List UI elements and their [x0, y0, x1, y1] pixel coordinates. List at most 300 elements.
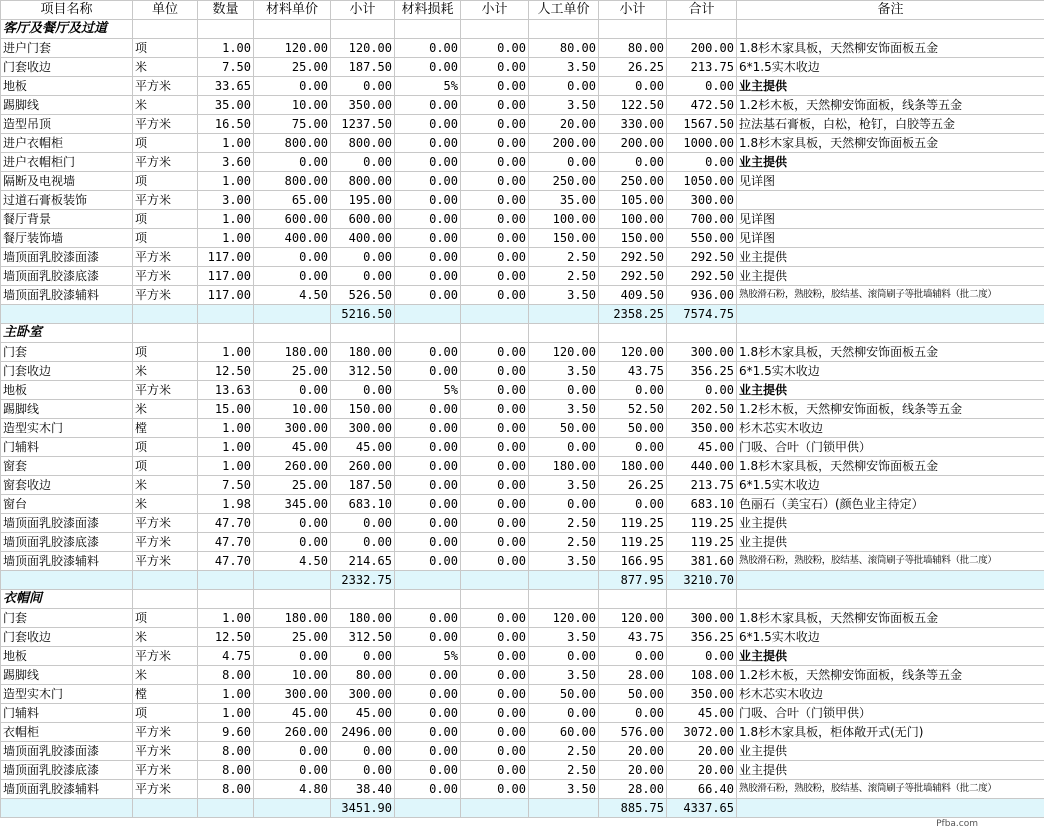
total-cell[interactable]: 1000.00: [667, 134, 737, 153]
item-name-cell[interactable]: 墙顶面乳胶漆面漆: [1, 514, 133, 533]
loss-sub-cell[interactable]: 0.00: [461, 514, 529, 533]
empty-cell[interactable]: [737, 590, 1044, 609]
labor-sub-cell[interactable]: 100.00: [599, 210, 667, 229]
labor-sub-cell[interactable]: 119.25: [599, 514, 667, 533]
loss-cell[interactable]: 0.00: [395, 609, 461, 628]
empty-cell[interactable]: [254, 20, 331, 39]
item-name-cell[interactable]: 餐厅背景: [1, 210, 133, 229]
labor-sub-cell[interactable]: 576.00: [599, 723, 667, 742]
mat-price-cell[interactable]: 260.00: [254, 457, 331, 476]
unit-cell[interactable]: 项: [133, 39, 198, 58]
unit-cell[interactable]: 项: [133, 438, 198, 457]
col-header[interactable]: 材料损耗: [395, 1, 461, 20]
qty-cell[interactable]: 47.70: [198, 514, 254, 533]
labor-sub-cell[interactable]: 180.00: [599, 457, 667, 476]
unit-cell[interactable]: 米: [133, 96, 198, 115]
qty-cell[interactable]: 1.00: [198, 343, 254, 362]
total-cell[interactable]: 350.00: [667, 685, 737, 704]
empty-cell[interactable]: [198, 799, 254, 818]
mat-sub-cell[interactable]: 45.00: [331, 704, 395, 723]
empty-cell[interactable]: [254, 305, 331, 324]
empty-cell[interactable]: [254, 571, 331, 590]
note-cell[interactable]: 杉木芯实木收边: [737, 685, 1044, 704]
total-cell[interactable]: 202.50: [667, 400, 737, 419]
labor-price-cell[interactable]: 3.50: [529, 400, 599, 419]
total-cell[interactable]: 45.00: [667, 438, 737, 457]
total-cell[interactable]: 1567.50: [667, 115, 737, 134]
mat-price-cell[interactable]: 120.00: [254, 39, 331, 58]
item-name-cell[interactable]: 餐厅装饰墙: [1, 229, 133, 248]
note-cell[interactable]: 1.8杉木家具板，天然柳安饰面板五金: [737, 39, 1044, 58]
loss-cell[interactable]: 0.00: [395, 267, 461, 286]
unit-cell[interactable]: 项: [133, 609, 198, 628]
mat-sub-cell[interactable]: 0.00: [331, 742, 395, 761]
total-cell[interactable]: 3072.00: [667, 723, 737, 742]
labor-sub-cell[interactable]: 0.00: [599, 495, 667, 514]
labor-price-cell[interactable]: 3.50: [529, 476, 599, 495]
empty-cell[interactable]: [1, 799, 133, 818]
note-cell[interactable]: 业主提供: [737, 647, 1044, 666]
total-cell[interactable]: 300.00: [667, 609, 737, 628]
mat-price-cell[interactable]: 0.00: [254, 267, 331, 286]
unit-cell[interactable]: 项: [133, 134, 198, 153]
unit-cell[interactable]: 平方米: [133, 191, 198, 210]
col-header[interactable]: 小计: [461, 1, 529, 20]
labor-price-cell[interactable]: 2.50: [529, 533, 599, 552]
col-header[interactable]: 合计: [667, 1, 737, 20]
empty-cell[interactable]: [667, 590, 737, 609]
mat-sub-cell[interactable]: 2496.00: [331, 723, 395, 742]
note-cell[interactable]: 门吸、合叶（门锁甲供）: [737, 438, 1044, 457]
qty-cell[interactable]: 1.00: [198, 172, 254, 191]
unit-cell[interactable]: 项: [133, 704, 198, 723]
note-cell[interactable]: 1.8杉木家具板，天然柳安饰面板五金: [737, 457, 1044, 476]
empty-cell[interactable]: [133, 305, 198, 324]
labor-price-cell[interactable]: 60.00: [529, 723, 599, 742]
empty-cell[interactable]: [198, 324, 254, 343]
labor-sub-cell[interactable]: 26.25: [599, 58, 667, 77]
mat-price-cell[interactable]: 25.00: [254, 362, 331, 381]
total-cell[interactable]: 356.25: [667, 628, 737, 647]
labor-price-cell[interactable]: 0.00: [529, 77, 599, 96]
total-cell[interactable]: 66.40: [667, 780, 737, 799]
qty-cell[interactable]: 3.60: [198, 153, 254, 172]
item-name-cell[interactable]: 过道石膏板装饰: [1, 191, 133, 210]
unit-cell[interactable]: 项: [133, 172, 198, 191]
loss-cell[interactable]: 0.00: [395, 229, 461, 248]
loss-cell[interactable]: 0.00: [395, 552, 461, 571]
col-header[interactable]: 小计: [331, 1, 395, 20]
loss-sub-cell[interactable]: 0.00: [461, 761, 529, 780]
mat-price-cell[interactable]: 345.00: [254, 495, 331, 514]
loss-sub-cell[interactable]: 0.00: [461, 210, 529, 229]
mat-price-cell[interactable]: 300.00: [254, 685, 331, 704]
loss-cell[interactable]: 0.00: [395, 115, 461, 134]
unit-cell[interactable]: 平方米: [133, 780, 198, 799]
qty-cell[interactable]: 1.00: [198, 457, 254, 476]
mat-price-cell[interactable]: 0.00: [254, 514, 331, 533]
unit-cell[interactable]: 平方米: [133, 115, 198, 134]
empty-cell[interactable]: [599, 590, 667, 609]
mat-sub-cell[interactable]: 80.00: [331, 666, 395, 685]
labor-sub-cell[interactable]: 43.75: [599, 628, 667, 647]
item-name-cell[interactable]: 造型吊顶: [1, 115, 133, 134]
unit-cell[interactable]: 平方米: [133, 381, 198, 400]
item-name-cell[interactable]: 地板: [1, 381, 133, 400]
empty-cell[interactable]: [461, 20, 529, 39]
subtotal-labor-cell[interactable]: 885.75: [599, 799, 667, 818]
loss-sub-cell[interactable]: 0.00: [461, 438, 529, 457]
loss-sub-cell[interactable]: 0.00: [461, 343, 529, 362]
labor-price-cell[interactable]: 2.50: [529, 267, 599, 286]
loss-cell[interactable]: 0.00: [395, 153, 461, 172]
subtotal-labor-cell[interactable]: 877.95: [599, 571, 667, 590]
mat-sub-cell[interactable]: 683.10: [331, 495, 395, 514]
item-name-cell[interactable]: 门套收边: [1, 362, 133, 381]
empty-cell[interactable]: [737, 305, 1044, 324]
mat-price-cell[interactable]: 0.00: [254, 647, 331, 666]
qty-cell[interactable]: 1.00: [198, 438, 254, 457]
total-cell[interactable]: 20.00: [667, 761, 737, 780]
labor-price-cell[interactable]: 0.00: [529, 704, 599, 723]
loss-sub-cell[interactable]: 0.00: [461, 628, 529, 647]
col-header[interactable]: 小计: [599, 1, 667, 20]
mat-sub-cell[interactable]: 0.00: [331, 153, 395, 172]
loss-cell[interactable]: 0.00: [395, 495, 461, 514]
mat-price-cell[interactable]: 180.00: [254, 343, 331, 362]
unit-cell[interactable]: 米: [133, 58, 198, 77]
mat-sub-cell[interactable]: 38.40: [331, 780, 395, 799]
loss-cell[interactable]: 0.00: [395, 514, 461, 533]
empty-cell[interactable]: [198, 20, 254, 39]
mat-sub-cell[interactable]: 800.00: [331, 134, 395, 153]
mat-sub-cell[interactable]: 195.00: [331, 191, 395, 210]
total-cell[interactable]: 550.00: [667, 229, 737, 248]
note-cell[interactable]: 见详图: [737, 229, 1044, 248]
loss-sub-cell[interactable]: 0.00: [461, 267, 529, 286]
empty-cell[interactable]: [737, 324, 1044, 343]
note-cell[interactable]: 杉木芯实木收边: [737, 419, 1044, 438]
mat-sub-cell[interactable]: 300.00: [331, 685, 395, 704]
item-name-cell[interactable]: 墙顶面乳胶漆面漆: [1, 248, 133, 267]
labor-price-cell[interactable]: 20.00: [529, 115, 599, 134]
subtotal-material-cell[interactable]: 5216.50: [331, 305, 395, 324]
total-cell[interactable]: 440.00: [667, 457, 737, 476]
qty-cell[interactable]: 9.60: [198, 723, 254, 742]
mat-price-cell[interactable]: 25.00: [254, 476, 331, 495]
qty-cell[interactable]: 117.00: [198, 286, 254, 305]
loss-cell[interactable]: 0.00: [395, 134, 461, 153]
labor-sub-cell[interactable]: 80.00: [599, 39, 667, 58]
note-cell[interactable]: 1.8杉木家具板，天然柳安饰面板五金: [737, 134, 1044, 153]
col-header[interactable]: 数量: [198, 1, 254, 20]
mat-sub-cell[interactable]: 260.00: [331, 457, 395, 476]
mat-price-cell[interactable]: 45.00: [254, 438, 331, 457]
empty-cell[interactable]: [1, 305, 133, 324]
loss-sub-cell[interactable]: 0.00: [461, 476, 529, 495]
empty-cell[interactable]: [461, 305, 529, 324]
unit-cell[interactable]: 平方米: [133, 514, 198, 533]
note-cell[interactable]: 1.2杉木板，天然柳安饰面板，线条等五金: [737, 400, 1044, 419]
loss-cell[interactable]: 0.00: [395, 704, 461, 723]
qty-cell[interactable]: 47.70: [198, 552, 254, 571]
unit-cell[interactable]: 米: [133, 362, 198, 381]
item-name-cell[interactable]: 进户衣帽柜: [1, 134, 133, 153]
mat-price-cell[interactable]: 0.00: [254, 761, 331, 780]
note-cell[interactable]: 熟胶滑石粉，熟胶粉，胶结基、滚筒刷子等批墙辅料（批二度）: [737, 286, 1044, 305]
qty-cell[interactable]: 12.50: [198, 628, 254, 647]
item-name-cell[interactable]: 门套收边: [1, 628, 133, 647]
empty-cell[interactable]: [461, 590, 529, 609]
empty-cell[interactable]: [529, 20, 599, 39]
item-name-cell[interactable]: 造型实木门: [1, 419, 133, 438]
empty-cell[interactable]: [331, 20, 395, 39]
mat-sub-cell[interactable]: 214.65: [331, 552, 395, 571]
mat-price-cell[interactable]: 180.00: [254, 609, 331, 628]
col-header[interactable]: 备注: [737, 1, 1044, 20]
unit-cell[interactable]: 平方米: [133, 761, 198, 780]
loss-sub-cell[interactable]: 0.00: [461, 609, 529, 628]
labor-price-cell[interactable]: 35.00: [529, 191, 599, 210]
empty-cell[interactable]: [667, 324, 737, 343]
unit-cell[interactable]: 平方米: [133, 153, 198, 172]
item-name-cell[interactable]: 地板: [1, 77, 133, 96]
mat-sub-cell[interactable]: 187.50: [331, 58, 395, 77]
qty-cell[interactable]: 33.65: [198, 77, 254, 96]
total-cell[interactable]: 0.00: [667, 153, 737, 172]
item-name-cell[interactable]: 进户衣帽柜门: [1, 153, 133, 172]
item-name-cell[interactable]: 踢脚线: [1, 400, 133, 419]
empty-cell[interactable]: [254, 799, 331, 818]
subtotal-labor-cell[interactable]: 2358.25: [599, 305, 667, 324]
mat-price-cell[interactable]: 0.00: [254, 742, 331, 761]
item-name-cell[interactable]: 造型实木门: [1, 685, 133, 704]
mat-sub-cell[interactable]: 0.00: [331, 248, 395, 267]
mat-sub-cell[interactable]: 180.00: [331, 609, 395, 628]
item-name-cell[interactable]: 门辅料: [1, 704, 133, 723]
labor-sub-cell[interactable]: 122.50: [599, 96, 667, 115]
mat-sub-cell[interactable]: 1237.50: [331, 115, 395, 134]
qty-cell[interactable]: 1.00: [198, 210, 254, 229]
item-name-cell[interactable]: 墙顶面乳胶漆辅料: [1, 286, 133, 305]
loss-cell[interactable]: 0.00: [395, 400, 461, 419]
labor-sub-cell[interactable]: 166.95: [599, 552, 667, 571]
item-name-cell[interactable]: 墙顶面乳胶漆底漆: [1, 761, 133, 780]
loss-cell[interactable]: 0.00: [395, 172, 461, 191]
qty-cell[interactable]: 117.00: [198, 248, 254, 267]
loss-sub-cell[interactable]: 0.00: [461, 419, 529, 438]
labor-sub-cell[interactable]: 150.00: [599, 229, 667, 248]
unit-cell[interactable]: 平方米: [133, 533, 198, 552]
empty-cell[interactable]: [133, 799, 198, 818]
total-cell[interactable]: 119.25: [667, 533, 737, 552]
qty-cell[interactable]: 4.75: [198, 647, 254, 666]
empty-cell[interactable]: [133, 571, 198, 590]
qty-cell[interactable]: 8.00: [198, 780, 254, 799]
empty-cell[interactable]: [395, 324, 461, 343]
mat-sub-cell[interactable]: 0.00: [331, 533, 395, 552]
unit-cell[interactable]: 米: [133, 666, 198, 685]
mat-sub-cell[interactable]: 120.00: [331, 39, 395, 58]
mat-sub-cell[interactable]: 400.00: [331, 229, 395, 248]
note-cell[interactable]: 见详图: [737, 210, 1044, 229]
mat-sub-cell[interactable]: 187.50: [331, 476, 395, 495]
labor-price-cell[interactable]: 2.50: [529, 248, 599, 267]
labor-price-cell[interactable]: 3.50: [529, 286, 599, 305]
total-cell[interactable]: 0.00: [667, 381, 737, 400]
empty-cell[interactable]: [395, 571, 461, 590]
mat-price-cell[interactable]: 45.00: [254, 704, 331, 723]
mat-sub-cell[interactable]: 800.00: [331, 172, 395, 191]
loss-sub-cell[interactable]: 0.00: [461, 153, 529, 172]
mat-price-cell[interactable]: 4.80: [254, 780, 331, 799]
qty-cell[interactable]: 8.00: [198, 666, 254, 685]
labor-price-cell[interactable]: 200.00: [529, 134, 599, 153]
unit-cell[interactable]: 平方米: [133, 742, 198, 761]
total-cell[interactable]: 292.50: [667, 267, 737, 286]
mat-sub-cell[interactable]: 150.00: [331, 400, 395, 419]
labor-price-cell[interactable]: 250.00: [529, 172, 599, 191]
loss-cell[interactable]: 0.00: [395, 476, 461, 495]
unit-cell[interactable]: 项: [133, 457, 198, 476]
qty-cell[interactable]: 1.00: [198, 419, 254, 438]
loss-sub-cell[interactable]: 0.00: [461, 134, 529, 153]
labor-sub-cell[interactable]: 50.00: [599, 419, 667, 438]
unit-cell[interactable]: 米: [133, 495, 198, 514]
item-name-cell[interactable]: 地板: [1, 647, 133, 666]
qty-cell[interactable]: 35.00: [198, 96, 254, 115]
empty-cell[interactable]: [395, 20, 461, 39]
note-cell[interactable]: 业主提供: [737, 248, 1044, 267]
empty-cell[interactable]: [461, 571, 529, 590]
qty-cell[interactable]: 16.50: [198, 115, 254, 134]
item-name-cell[interactable]: 踢脚线: [1, 666, 133, 685]
loss-cell[interactable]: 5%: [395, 77, 461, 96]
empty-cell[interactable]: [461, 324, 529, 343]
loss-sub-cell[interactable]: 0.00: [461, 647, 529, 666]
labor-sub-cell[interactable]: 52.50: [599, 400, 667, 419]
mat-price-cell[interactable]: 0.00: [254, 381, 331, 400]
loss-sub-cell[interactable]: 0.00: [461, 704, 529, 723]
qty-cell[interactable]: 13.63: [198, 381, 254, 400]
unit-cell[interactable]: 平方米: [133, 552, 198, 571]
mat-price-cell[interactable]: 800.00: [254, 172, 331, 191]
item-name-cell[interactable]: 踢脚线: [1, 96, 133, 115]
total-cell[interactable]: 300.00: [667, 191, 737, 210]
note-cell[interactable]: 业主提供: [737, 742, 1044, 761]
loss-sub-cell[interactable]: 0.00: [461, 685, 529, 704]
empty-cell[interactable]: [737, 20, 1044, 39]
empty-cell[interactable]: [331, 590, 395, 609]
mat-sub-cell[interactable]: 526.50: [331, 286, 395, 305]
labor-sub-cell[interactable]: 119.25: [599, 533, 667, 552]
item-name-cell[interactable]: 窗套收边: [1, 476, 133, 495]
mat-price-cell[interactable]: 400.00: [254, 229, 331, 248]
loss-cell[interactable]: 0.00: [395, 286, 461, 305]
unit-cell[interactable]: 平方米: [133, 77, 198, 96]
empty-cell[interactable]: [529, 324, 599, 343]
total-cell[interactable]: 700.00: [667, 210, 737, 229]
mat-price-cell[interactable]: 10.00: [254, 666, 331, 685]
loss-cell[interactable]: 0.00: [395, 628, 461, 647]
unit-cell[interactable]: 项: [133, 343, 198, 362]
loss-cell[interactable]: 0.00: [395, 343, 461, 362]
labor-sub-cell[interactable]: 20.00: [599, 742, 667, 761]
unit-cell[interactable]: 项: [133, 229, 198, 248]
note-cell[interactable]: 6*1.5实木收边: [737, 628, 1044, 647]
item-name-cell[interactable]: 窗套: [1, 457, 133, 476]
total-cell[interactable]: 20.00: [667, 742, 737, 761]
loss-sub-cell[interactable]: 0.00: [461, 666, 529, 685]
labor-sub-cell[interactable]: 0.00: [599, 647, 667, 666]
total-cell[interactable]: 45.00: [667, 704, 737, 723]
labor-price-cell[interactable]: 3.50: [529, 628, 599, 647]
loss-sub-cell[interactable]: 0.00: [461, 229, 529, 248]
total-cell[interactable]: 683.10: [667, 495, 737, 514]
col-header[interactable]: 项目名称: [1, 1, 133, 20]
note-cell[interactable]: 6*1.5实木收边: [737, 362, 1044, 381]
unit-cell[interactable]: 平方米: [133, 267, 198, 286]
qty-cell[interactable]: 7.50: [198, 58, 254, 77]
labor-sub-cell[interactable]: 292.50: [599, 267, 667, 286]
item-name-cell[interactable]: 门套收边: [1, 58, 133, 77]
labor-price-cell[interactable]: 150.00: [529, 229, 599, 248]
empty-cell[interactable]: [529, 571, 599, 590]
note-cell[interactable]: 业主提供: [737, 77, 1044, 96]
item-name-cell[interactable]: 门辅料: [1, 438, 133, 457]
note-cell[interactable]: 业主提供: [737, 514, 1044, 533]
mat-sub-cell[interactable]: 312.50: [331, 628, 395, 647]
empty-cell[interactable]: [395, 590, 461, 609]
labor-sub-cell[interactable]: 0.00: [599, 77, 667, 96]
labor-price-cell[interactable]: 3.50: [529, 96, 599, 115]
note-cell[interactable]: 业主提供: [737, 153, 1044, 172]
unit-cell[interactable]: 项: [133, 210, 198, 229]
mat-sub-cell[interactable]: 0.00: [331, 647, 395, 666]
labor-sub-cell[interactable]: 50.00: [599, 685, 667, 704]
labor-sub-cell[interactable]: 409.50: [599, 286, 667, 305]
loss-sub-cell[interactable]: 0.00: [461, 286, 529, 305]
item-name-cell[interactable]: 衣帽柜: [1, 723, 133, 742]
labor-sub-cell[interactable]: 28.00: [599, 666, 667, 685]
empty-cell[interactable]: [461, 799, 529, 818]
note-cell[interactable]: 熟胶滑石粉，熟胶粉，胶结基、滚筒刷子等批墙辅料（批二度）: [737, 780, 1044, 799]
subtotal-material-cell[interactable]: 2332.75: [331, 571, 395, 590]
loss-sub-cell[interactable]: 0.00: [461, 191, 529, 210]
mat-price-cell[interactable]: 4.50: [254, 286, 331, 305]
labor-price-cell[interactable]: 0.00: [529, 153, 599, 172]
total-cell[interactable]: 936.00: [667, 286, 737, 305]
loss-sub-cell[interactable]: 0.00: [461, 248, 529, 267]
loss-sub-cell[interactable]: 0.00: [461, 115, 529, 134]
total-cell[interactable]: 292.50: [667, 248, 737, 267]
col-header[interactable]: 材料单价: [254, 1, 331, 20]
total-cell[interactable]: 0.00: [667, 77, 737, 96]
note-cell[interactable]: 1.8杉木家具板，柜体敞开式(无门): [737, 723, 1044, 742]
loss-cell[interactable]: 0.00: [395, 457, 461, 476]
empty-cell[interactable]: [1, 571, 133, 590]
note-cell[interactable]: 见详图: [737, 172, 1044, 191]
empty-cell[interactable]: [133, 590, 198, 609]
empty-cell[interactable]: [331, 324, 395, 343]
loss-cell[interactable]: 0.00: [395, 362, 461, 381]
loss-cell[interactable]: 0.00: [395, 210, 461, 229]
loss-cell[interactable]: 0.00: [395, 58, 461, 77]
loss-cell[interactable]: 0.00: [395, 761, 461, 780]
total-cell[interactable]: 350.00: [667, 419, 737, 438]
item-name-cell[interactable]: 门套: [1, 343, 133, 362]
total-cell[interactable]: 108.00: [667, 666, 737, 685]
